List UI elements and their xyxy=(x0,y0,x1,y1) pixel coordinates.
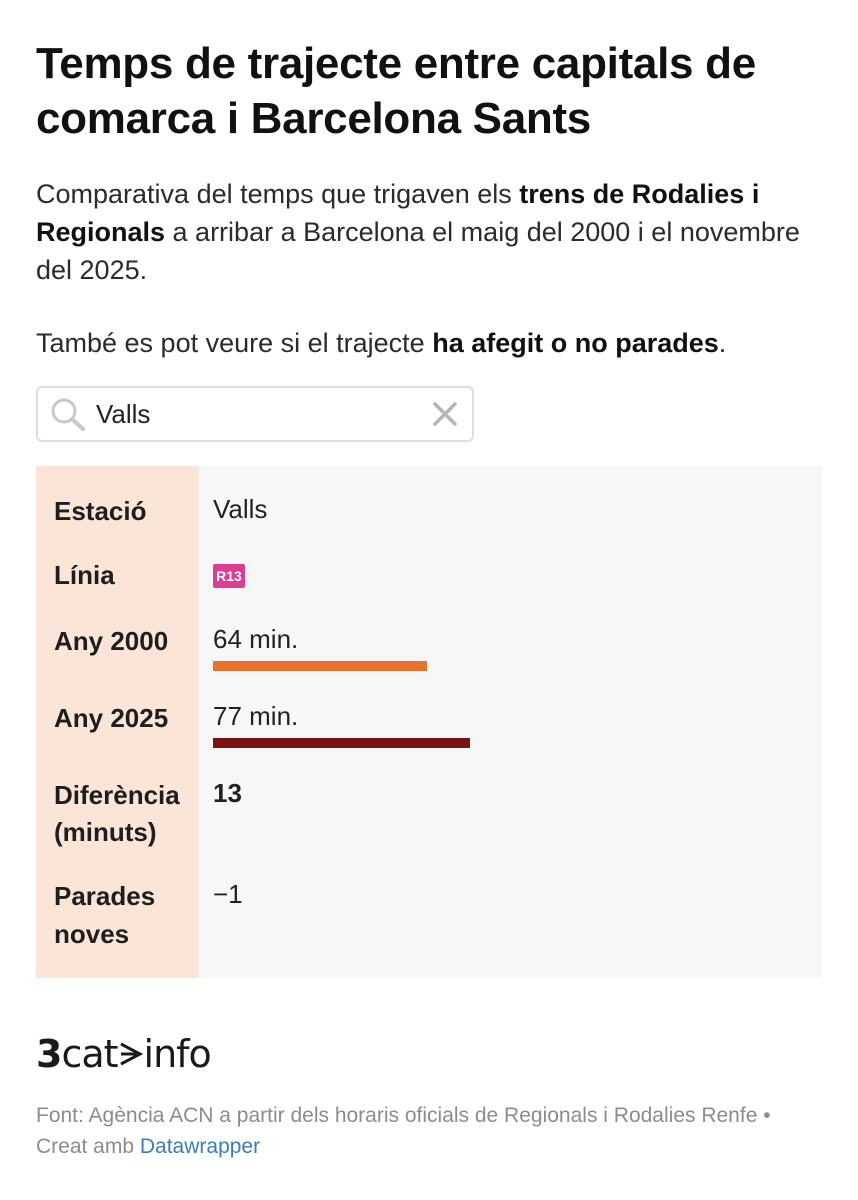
year2025-bar xyxy=(213,738,470,748)
station-label: Estació xyxy=(54,496,147,526)
close-icon[interactable] xyxy=(432,401,458,427)
difference-value: 13 xyxy=(213,778,242,808)
year2025-label: Any 2025 xyxy=(54,703,169,733)
search-input[interactable] xyxy=(96,394,416,434)
station-value: Valls xyxy=(213,494,268,524)
line-badge: R13 xyxy=(213,564,245,588)
intro-text: Comparativa del temps que trigaven els trens de Rodalies i Regionals a arribar a Barcelona el maig del 2000 i el novembre del 2025. xyxy=(36,179,800,285)
difference-label-line1: Diferència xyxy=(54,780,180,810)
logo-arrow-icon xyxy=(118,1034,144,1074)
difference-label-line2: (minuts) xyxy=(54,817,157,847)
stops-label-line2: noves xyxy=(54,919,130,949)
result-table xyxy=(36,466,822,978)
page-title: Temps de trajecte entre capitals de comarca i Barcelona Sants xyxy=(36,39,756,143)
line-label: Línia xyxy=(54,560,115,590)
year2025-value: 77 min. xyxy=(213,701,299,731)
year2000-label: Any 2000 xyxy=(54,626,169,656)
stops-value: −1 xyxy=(213,879,243,909)
datawrapper-link[interactable]: Datawrapper xyxy=(139,1135,261,1158)
3cat-info-logo: 3cat info xyxy=(36,1032,211,1076)
year2000-bar xyxy=(213,661,427,671)
year2000-value: 64 min. xyxy=(213,624,299,654)
search-box[interactable] xyxy=(36,386,474,442)
footer-source: Font: Agència ACN a partir dels horaris oficials de Regionals i Rodalies Renfe • Creat amb Datawrapper xyxy=(36,1104,771,1158)
stops-label-line1: Parades xyxy=(54,881,156,911)
search-icon xyxy=(48,396,88,434)
note-text: També es pot veure si el trajecte ha afegit o no parades. xyxy=(36,328,727,358)
